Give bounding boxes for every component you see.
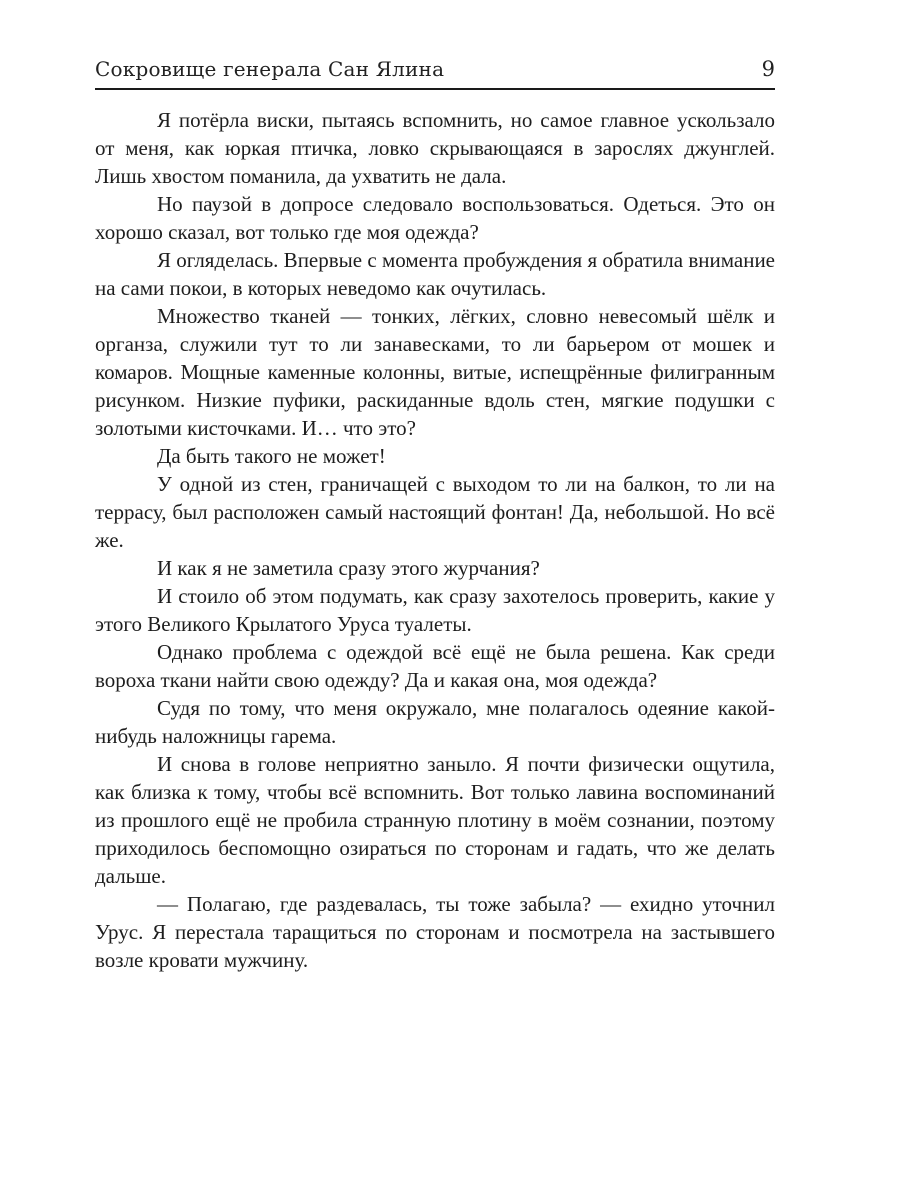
running-head [95, 0, 775, 81]
paragraph: Но паузой в допросе следовало воспользоваться. Одеться. Это он хорошо сказал, вот только где моя одежда? [95, 192, 775, 244]
paragraph: И снова в голове неприятно заныло. Я почти физически ощутила, как близка к тому, чтобы всё вспомнить. Вот только лавина воспоминаний из прошлого ещё не пробила странную плотину в моём сознании, поэтому приходилось беспомощно озираться по сторонам и гадать, что же делать дальше. [95, 752, 775, 888]
paragraph: И стоило об этом подумать, как сразу захотелось проверить, какие у этого Великого Крылатого Уруса туалеты. [95, 584, 775, 636]
paragraph: Однако проблема с одеждой всё ещё не была решена. Как среди вороха ткани найти свою одежду? Да и какая она, моя одежда? [95, 640, 775, 692]
paragraph: Я потёрла виски, пытаясь вспомнить, но самое главное ускользало от меня, как юркая птичка, ловко скрывающаяся в зарослях джунглей. Лишь хвостом поманила, да ухватить не дала. [95, 108, 775, 188]
page-number: 9 [761, 57, 775, 81]
header-rule [95, 88, 775, 90]
book-title: Сокровище генерала Сан Ялина [95, 57, 445, 81]
paragraph: Я огляделась. Впервые с момента пробуждения я обратила внимание на сами покои, в которых неведомо как очутилась. [95, 248, 775, 300]
paragraph: Судя по тому, что меня окружало, мне полагалось одеяние какой-нибудь наложницы гарема. [95, 696, 775, 748]
paragraph: Множество тканей — тонких, лёгких, словно невесомый шёлк и органза, служили тут то ли занавесками, то ли барьером от мошек и комаров. Мощные каменные колонны, витые, испещрённые филигранным рисунком. Низкие пуфики, раскиданные вдоль стен, мягкие подушки с золотыми кисточками. И… что это? [95, 304, 775, 440]
paragraph: Да быть такого не может! [157, 444, 386, 468]
page-content [95, 0, 775, 974]
body-text [95, 106, 775, 974]
paragraph: У одной из стен, граничащей с выходом то ли на балкон, то ли на террасу, был расположен самый настоящий фонтан! Да, небольшой. Но всё же. [95, 472, 775, 552]
paragraph: — Полагаю, где раздевалась, ты тоже забыла? — ехидно уточнил Урус. Я перестала таращиться по сторонам и посмотрела на застывшего возле кровати мужчину. [95, 892, 775, 972]
paragraph: И как я не заметила сразу этого журчания? [157, 556, 540, 580]
